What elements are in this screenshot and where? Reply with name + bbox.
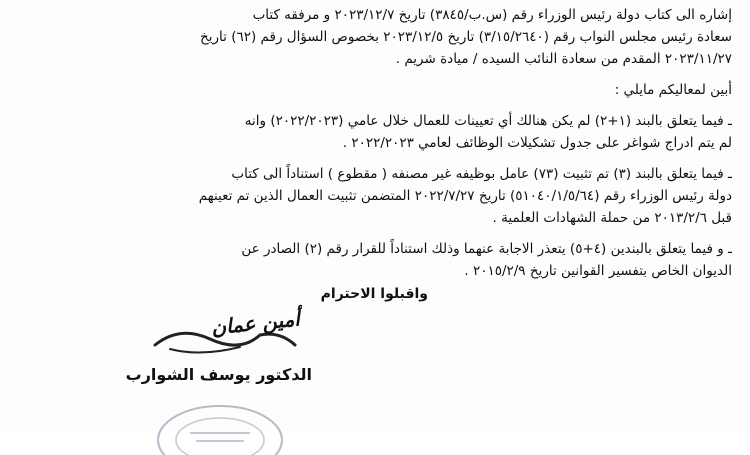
signature-text: أمين عمان (210, 306, 302, 340)
signer-name: الدكتور يوسف الشوارب (125, 365, 312, 384)
letter-line: ـ و فيما يتعلق بالبندين (٤+٥) يتعذر الاجابة عنهما وذلك استناداً للقرار رقم (٢) الصادر عن (241, 241, 732, 257)
official-stamp-icon (150, 395, 290, 455)
handwritten-signature (150, 305, 300, 365)
letter-line: ـ فيما يتعلق بالبند (١+٢) لم يكن هنالك أي تعيينات للعمال خلال عامي (٢٠٢٢/٢٠٢٣) وانه (244, 113, 732, 129)
closing-salutation: واقبلوا الاحترام (320, 286, 428, 302)
letter-line: قبل ٢٠١٣/٢/٦ من حملة الشهادات العلمية . (492, 210, 732, 226)
letter-line: سعادة رئيس مجلس النواب رقم (٣/١٥/٢٦٤٠) تاريخ ٢٠٢٣/١٢/٥ بخصوص السؤال رقم (٦٢) تاريخ (200, 29, 732, 45)
letter-line: الديوان الخاص بتفسير القوانين تاريخ ٢٠١٥/٢/٩ . (464, 263, 732, 279)
letter-body (55, 4, 732, 282)
letter-line: ٢٠٢٣/١١/٢٧ المقدم من سعادة النائب السيده / ميادة شريم . (395, 51, 732, 67)
letter-line: إشاره الى كتاب دولة رئيس الوزراء رقم (س.ب/٣٨٤٥) تاريخ ٢٠٢٣/١٢/٧ و مرفقه كتاب (252, 7, 732, 23)
letter-line: لم يتم ادراج شواغر على جدول تشكيلات الوظائف لعامي ٢٠٢٢/٢٠٢٣ . (342, 135, 732, 151)
letter-line: دولة رئيس الوزراء رقم (٥١٠٤٠/١/٥/٦٤) تاريخ ٢٠٢٢/٧/٢٧ المتضمن تثبيت العمال الذين تم تعينهم (198, 188, 732, 204)
letter-line: ـ فيما يتعلق بالبند (٣) تم تثبيت (٧٣) عامل بوظيفه غير مصنفه ( مقطوع ) استناداً الى كتاب (231, 166, 732, 182)
letter-line: أبين لمعاليكم مايلي : (614, 82, 732, 98)
